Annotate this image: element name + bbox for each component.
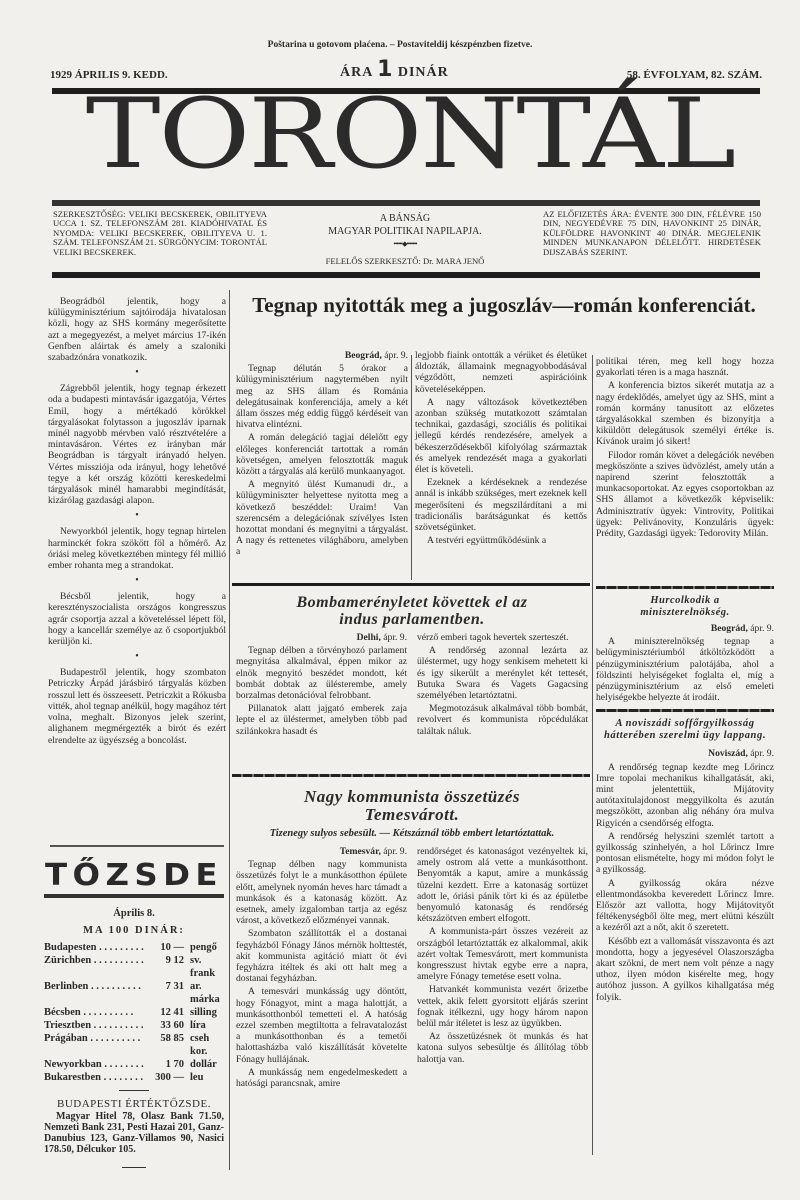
separator: • [135, 510, 139, 522]
paragraph: A román delegáció tagjai délelőtt egy előleges konferenciát tartottak a román követségen, amelyen felosztották maguk között a tárgyalás alá kerülő munkaanyagot. [236, 432, 408, 478]
stock-date: Április 8. [113, 908, 155, 919]
stock-title-rule [44, 894, 224, 898]
subtitle-line-1: A BÁNSÁG [379, 213, 431, 224]
dateline-date: ápr. 9. [750, 748, 774, 760]
lead-column-2 [415, 350, 587, 548]
lead-column-3 [596, 356, 774, 541]
dateline [236, 350, 408, 361]
rate-currency: cseh kor. [190, 1033, 210, 1058]
rate-value: 9 12 [165, 955, 184, 967]
rate-row [44, 1019, 224, 1032]
rate-row [44, 1032, 224, 1058]
paragraph: Filodor román követ a delegációk nevében megköszönte a szives üdvözlést, amely után a napirend szerint felosztották a munkacsoportokat. Az egyes csoportokban az SHS államot a következők képviselik: Adminisztratív ügyek: Vintrovity, Politikai ügyek: Pelivánovity, Konzuláris ügyek: Prédity, Gazdasági ügyek: Tedorovity Milán. [596, 449, 774, 540]
bomb-article [236, 594, 588, 739]
dateline-city: Beográd, [710, 623, 748, 634]
bomb-headline: Bombamerényletet követtek el az indus parlamentben. [296, 594, 528, 628]
paragraph: legjobb fiaink ontották a vérüket és életüket áldozták, államaink megnagyobbodásával végződött, nemzeti aspirációink követeléseképpen. [415, 350, 587, 395]
divider [122, 1167, 146, 1168]
communist-column-1 [236, 846, 407, 1091]
paragraph: politikai téren, meg kell hogy hozza gyakorlati téren is a maga hasznát. [596, 356, 774, 379]
rate-city: Zürichben . . . [44, 954, 144, 980]
paragraph: Az összetüzésnek öt munkás és hat katona sulyos sebesültje és állítólag több halottja van. [417, 1031, 588, 1065]
bomb-column-1 [236, 632, 407, 739]
rate-value: 58 85 [160, 1033, 184, 1045]
rate-row [44, 1071, 224, 1084]
brief-zagreb: Zágrebből jelentik, hogy tegnap érkezett oda a budapesti mintavásár igazgatója, Vértes Emil, hogy a mértékadó körökkel tárgyalásokat folytasson a jugoszláv iparnak minél nagyobb mérvben való résztvételére a mintavásáron. Vértes ez irányban már Beográdban is tárgyalt irányadó helyen. Vértes missziója oda irányul, hogy lehetővé tegye a két ország közötti kereskedelmi tárgyalások minél hamarabbi megindítását, kizárólag gazdasági alapon. [48, 383, 226, 507]
volume-number: 58. ÉVFOLYAM, 82. SZÁM. [626, 69, 762, 81]
rate-city: Prágában . . . [44, 1032, 144, 1058]
ornament: ••••••◆••••••• [393, 240, 417, 248]
rate-city: Bukarestben . . . [44, 1071, 144, 1084]
paragraph: Tegnap délben nagy kommunista összetüzés folyt le a munkásotthon épülete előtt, amelynek nyomán heves harc támadt a munkások és a katonaság között. Az esetnek, amely izgalomban tartja az egész várost, a következő előzményei vannak. [236, 859, 407, 927]
postage-notice: Poštarina u gotovom plaćena. – Postaviteldij készpénzben fizetve. [267, 40, 533, 50]
column-rule [229, 290, 230, 1170]
paragraph: Tegnap délután 5 órakor a külügyminisztérium nagytermében nyilt meg az SHS állam és Románia delegátusainak konferenciája, amely a két állam összes még eddig függő kérdéseit van hivatva elintézni. [236, 363, 408, 431]
paragraph: A rendőrség azonnal lezárta az üléstermet, ugy hogy senkisem mehetett ki és igy sikerült a merénylet két tettesét, Butuka Swara és Vagets Gagacsing személyében letartóztatni. [417, 645, 588, 702]
rate-row [44, 954, 224, 980]
editor: FELELŐS SZERKESZTŐ: Dr. MARA JENŐ [325, 256, 485, 266]
rate-city: Triesztben . . . [44, 1019, 144, 1032]
section-rule [232, 768, 590, 783]
moving-headline: Hurcolkodik a miniszterelnökség. [640, 595, 730, 618]
subtitle-line-2: MAGYAR POLITIKAI NAPILAPJA. [328, 226, 482, 237]
issue-date: 1929 ÁPRILIS 9. KEDD. [50, 69, 168, 81]
subscription-info: AZ ELŐFIZETÉS ÁRA: ÉVENTE 300 DIN, FÉLÉVRE 150 DIN, NEGYEDÉVRE 75 DIN, HAVONKINT 25 DINÁR, KÜLFÖLDRE HAVONKINT 40 DINÁR. MEGJELENIK MINDEN MUNKANAPON DÉLELŐTT. HIRDETÉSEK DIJSZABÁS SZERINT. [543, 209, 761, 257]
dateline-date: ápr. 9. [383, 632, 407, 643]
dateline [236, 632, 407, 643]
rate-row [44, 1006, 224, 1019]
rate-currency: ar. márka [190, 981, 220, 1006]
separator: • [135, 367, 139, 379]
rate-value: 7 31 [165, 981, 184, 993]
divider [119, 1090, 149, 1091]
budapest-exchange-title: BUDAPESTI ÉRTÉKTŐZSDE. [57, 1098, 211, 1111]
paragraph: A gyilkosság okára nézve ellentmondásokba keveredett Lőrincz Imre. Először azt vallotta, hogy Mijátovityőt féltékenységből ölte meg, mert elütni készült a kezéről azt a nőt, akit ő szeretett. [596, 877, 774, 934]
paragraph: A testvéri együttműködésünk a [427, 535, 547, 547]
masthead-bottom-rule [52, 200, 760, 206]
paragraph: Ezeknek a kérdéseknek a rendezése annál is inkább szükséges, mert ezeknek kell megerősíteni és megszilárdítani a mi tradicionális barátságunkat és kettős szövetségünket. [415, 477, 587, 534]
stock-exchange [44, 860, 224, 1180]
paragraph: A rendőrség helyszini szemlét tartott a gyilkosság szinhelyén, a hol Lőrincz Imre pontosan elismételte, hogy mi módon folyt le a gyilkosság. [596, 830, 774, 876]
price [340, 57, 449, 82]
masthead-logo: TORONTÁL [85, 78, 735, 191]
section-rule [596, 586, 774, 589]
rate-city: Bécsben . . . [44, 1006, 144, 1019]
rate-city: Berlinben . . . [44, 980, 144, 1006]
paragraph: A nagy változások következtében azonban szükség mutatkozott számtalan technikai, gazdasági, szociális és politikai jellegű kérdés rendezésére, amelyek a békeszerződésekből kifolyólag származtak és amelyek rendezését maga a gyakorlati élet is követeli. [415, 396, 587, 476]
rate-value: 12 41 [160, 1007, 184, 1019]
dateline-city: Delhi, [356, 632, 381, 643]
price-suffix: DINÁR [397, 65, 449, 80]
separator: • [135, 651, 139, 663]
paragraph: Szombaton szállították el a dostanai fegyházból Fónagy János mérnök holttestét, akit kommunista agitáció miatt öt évi fegyházra itéltek és aki ott halt meg a dostanai fegyházban. [236, 928, 407, 985]
rate-row [44, 980, 224, 1006]
rate-currency: pengő [190, 942, 217, 954]
paragraph: A miniszterelnökség tegnap a belügyminisztériumból átköltözködött a pénzügyminisztérium palotájába, ahol a földszinti helyiségeket foglalta el, míg a pénzügyminisztérium az első emeleti helyiségekbe helyezte át irodáit. [596, 636, 774, 704]
rate-city: Newyorkban . . . [44, 1058, 144, 1071]
communist-article [236, 788, 588, 1091]
section-rule [232, 583, 590, 586]
paragraph: A rendőrség tegnap kezdte meg Lőrincz Imre topolai mechanikus kihallgatását, aki, mint jelentettük, Mijátovity autótaxitulajdonost meggyilkolta és azután megszökött, azonban alig néhány óra mulva Rigyicén a csendőrség elfogta. [596, 761, 774, 829]
column-rule [411, 355, 412, 580]
paragraph: Hatvankét kommunista vezért őrizetbe vettek, akik felett gyorsitott eljárás szerint fognak itélkezni, ugy hogy három napon belül már itéletet is lesz az ügyükben. [417, 984, 588, 1030]
brief-vienna: Bécsből jelentik, hogy a keresztényszocialista országos kongresszus agrár csoportja azzal a követeléssel lépett föl, hogy a kancellár személye az ő csoportjukból kerüljön ki. [48, 591, 226, 648]
dateline-city: Temesvár, [339, 846, 381, 857]
rate-value: 33 60 [160, 1020, 184, 1032]
paragraph: A temesvári munkásság ugy döntött, hogy Fónagyot, mint a maga halottját, a munkásotthonból temetteti el. A hatóság ezzel szemben megtiltotta a felravatalozást a munkásotthonban és a temetői halottasházba való kiszállítását követelte Fónagy hullájának. [236, 986, 407, 1065]
dateline [596, 748, 774, 759]
lead-column-1 [236, 350, 408, 560]
lead-headline: Tegnap nyitották meg a jugoszláv—román konferenciát. [252, 293, 756, 317]
stock-heading: MA 100 DINÁR: [83, 925, 185, 937]
paragraph: A kommunista-párt összes vezéreit az országból letartóztatták ez alkalommal, akik azért voltak Temesvárott, mert kommunista kongresszust hivtak egybe erre a napra, amelyre Fónagy temetése esett volna. [417, 926, 588, 983]
separator: • [135, 575, 139, 587]
exchange-rates [44, 941, 224, 1084]
rate-city: Budapesten . . . [44, 941, 144, 954]
paragraph: A megnyitó ülést Kumanudi dr., a külügyminiszter helyettese nyitotta meg a következő beszéddel: Uraim! Van szerencsém a delegációnak szívélyes Isten hozottat mondani és megnyitni a tárgyalást. A nagy és rettenetes világháboru, amelyben a [236, 479, 408, 558]
rate-currency: dollár [190, 1059, 217, 1071]
paragraph: Tegnap délben a törvényhozó parlament megnyitása alkalmával, éppen mikor az elnök megnyitó beszédet mondott, két bombát dobtak az ülésterembe, amely borzalmas detonációval felrobbant. [236, 645, 407, 702]
rate-row [44, 1058, 224, 1071]
rate-currency: silling [190, 1007, 217, 1019]
dateline [236, 846, 407, 857]
rate-currency: leu [190, 1072, 204, 1084]
rate-value: 1 70 [165, 1059, 184, 1071]
paragraph: Pillanatok alatt jajgató emberek zaja lepte el az üléstermet, amelyben több pad szilánkokra hasadt és [236, 703, 407, 737]
price-prefix: ÁRA [340, 65, 373, 80]
paper-subtitle [285, 212, 525, 268]
brief-belgrade: Beográdból jelentik, hogy a külügyminisztérium sajtóirodája hivatalosan közli, hogy az SHS kormány megerősítette azt a megegyezést, a melyet március 17-ikén Genfben aláirtak és amely a szaloniki szabadzónára vonatkozik. [48, 296, 226, 364]
dateline-city: Noviszád, [708, 748, 748, 760]
paragraph: A konferencia biztos sikerét mutatja az a nagy érdeklődés, amelyet úgy az SHS, mint a román kormány tanusított az előzetes tárgyalásokkal szemben és bizonyítja a kiküldött delegátusok személyi értéke is. Kívánok uraim jó sikert! [596, 380, 774, 448]
rate-row [44, 941, 224, 954]
paragraph: A munkásság nem engedelmeskedett a hatósági parancsnak, amire [236, 1066, 407, 1090]
novisad-headline: A noviszádi soffőrgyilkosság hátterében szerelmi ügy lappang. [603, 718, 767, 742]
dateline [596, 623, 774, 634]
dateline-date: ápr. 9. [383, 846, 407, 857]
communist-headline: Nagy kommunista összetüzés Temesvárott. [303, 787, 521, 824]
paragraph: Később ezt a vallomását visszavonta és azt mondotta, hogy a jegyesével Olaszországba akart szökni, de mert nem volt pénze a nagy uthoz, ilyen módon kisérelte meg, hogy autóhoz jusson. A gyilkos kihallgatása még folyik. [596, 935, 774, 1003]
dateline-date: ápr. 9. [384, 350, 408, 361]
section-rule [596, 709, 774, 712]
right-lower-column [596, 580, 774, 1005]
budapest-exchange-text: Magyar Hitel 78, Olasz Bank 71.50, Nemzeti Bank 231, Pesti Hazai 201, Ganz-Danubius 123, Ganz-Villamos 90, Nasici 178.50, Délcukor 105. [44, 1110, 224, 1156]
brief-budapest: Budapestről jelentik, hogy szombaton Petriczky Árpád járásbiró tárgyalás közben rosszul lett és összeesett. Petriczkit a Rókusba vitték, ahol tegnap anélkül, hogy magához tért volna, meghalt. Bizonyos jelek szerint, alighanem megmérgezték a birót és ezért elrendelte az ügyészség a boncolást. [48, 667, 226, 746]
paragraph: vérző emberi tagok hevertek szerteszét. [417, 632, 569, 643]
editorial-office: SZERKESZTŐSÉG: VELIKI BECSKEREK, OBILITYEVA UCCA 1. SZ. TELEFONSZÁM 281. KIADÓHIVATAL ÉS NYOMDA: VELIKI BECSKEREK, OBILITYEVA U. 1. SZÁM. TELEFONSZÁM 21. SÜRGÖNYCIM: TORONTÁL VELIKI BECSKEREK. [53, 209, 267, 257]
communist-column-2 [417, 846, 588, 1091]
divider [50, 845, 224, 847]
header-bottom-rule [52, 272, 760, 278]
rate-value: 10 — [160, 942, 184, 954]
column-rule [592, 355, 593, 1155]
news-briefs [48, 296, 226, 748]
dateline-city: Beográd, [344, 350, 382, 361]
dateline-date: ápr. 9. [750, 623, 774, 634]
price-number: 1 [377, 57, 394, 82]
rate-currency: líra [190, 1020, 206, 1032]
bomb-column-2 [417, 632, 588, 739]
paragraph: rendőrséget és katonaságot vezényeltek ki, amely ostrom alá vette a munkásotthont. Benyomták a kaput, amire a munkásság tüzelni kezdett. Erre a katonaság sortüzet adott le, óriási pánik tört ki és az épületbe benyomuló katonaság és rendőrség kétszázötven embert elfogott. [417, 846, 588, 925]
communist-subheadline: Tizenegy sulyos sebesült. — Kétszáznál több embert letartóztattak. [269, 828, 555, 839]
stock-title: TŐZSDE [45, 858, 223, 893]
paragraph: Megmotozásuk alkalmával több bombát, revolvert és kommunista röpcédulákat találtak náluk. [417, 703, 588, 737]
brief-newyork: Newyorkból jelentik, hogy tegnap hirtelen harminckét fokra szökött föl a hőmérő. Az óriási meleg következtében mintegy fél millió ember rohanta meg a strandokat. [48, 526, 226, 572]
rate-value: 300 — [155, 1072, 184, 1084]
rate-currency: sv. frank [190, 955, 216, 980]
